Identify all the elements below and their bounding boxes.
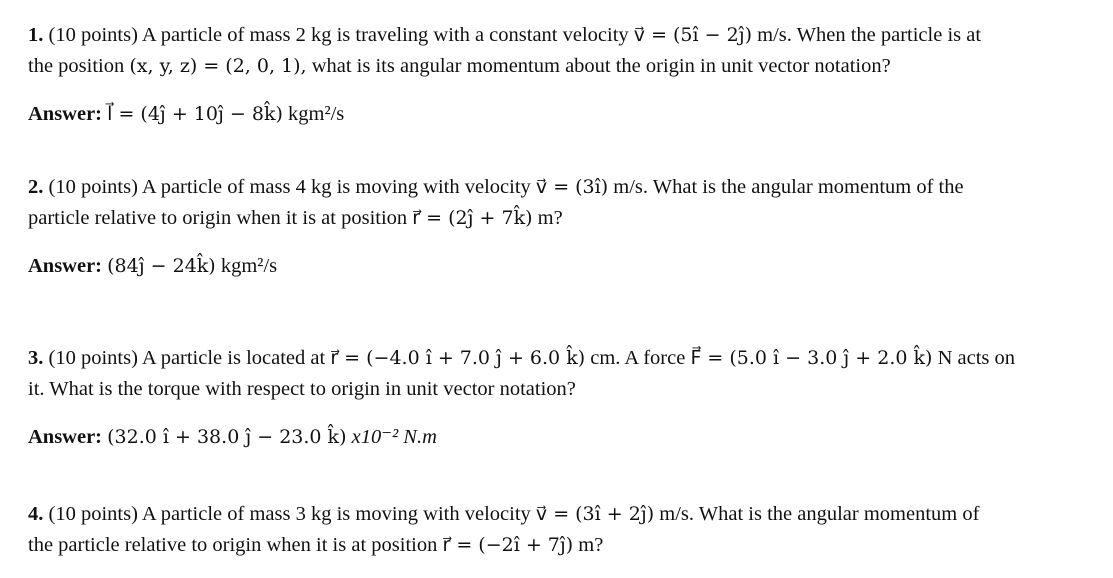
question-text: the particle relative to origin when it is at position [28,534,438,556]
question-text: m/s. When the particle is at [757,24,982,46]
velocity-expression: v⃗ = (3î + 2ĵ) [535,503,655,525]
answer-expression: (32.0 î + 38.0 ĵ − 23.0 k̂) [107,426,347,448]
velocity-expression: v⃗ = (5î − 2ĵ) [633,24,752,46]
question-number: 4. [28,503,44,525]
question-text: m/s. What is the angular momentum of [659,503,980,525]
answer-label: Answer: [28,255,103,277]
question-4-line-2 [28,530,1108,561]
question-text: the position [28,55,125,77]
question-text: m? [578,534,604,556]
velocity-expression: v⃗ = (3î) [535,176,609,198]
question-2 [28,172,1108,282]
position-expression: r⃗ = (2ĵ + 7k̂) [412,207,533,229]
question-text: N acts on [937,347,1016,369]
answer-unit: kgm²/s [220,255,278,277]
question-4 [28,499,1108,561]
question-text: m? [537,207,563,229]
question-text: cm. A force [590,347,686,369]
answer-expression: (84ĵ − 24k̂) [107,255,216,277]
question-1-line-1 [28,20,1108,51]
question-1-line-2 [28,51,1108,82]
position-expression: r⃗ = (−4.0 î + 7.0 ĵ + 6.0 k̂) [330,347,586,369]
question-2-line-2 [28,203,1108,234]
answer-1 [28,99,1108,130]
question-3 [28,343,1108,453]
answer-expression: l⃗ = (4ĵ + 10ĵ − 8k̂) [107,103,283,125]
question-number: 1. [28,24,44,46]
question-text: (10 points) A particle of mass 2 kg is traveling with a constant velocity [48,24,629,46]
question-2-line-1 [28,172,1108,203]
answer-label: Answer: [28,426,103,448]
question-number: 3. [28,347,44,369]
question-1 [28,20,1108,130]
answer-label: Answer: [28,103,103,125]
question-3-line-2 [28,374,1108,405]
force-expression: F⃗ = (5.0 î − 3.0 ĵ + 2.0 k̂) [690,347,933,369]
question-text: it. What is the torque with respect to origin in unit vector notation? [28,378,576,400]
question-4-line-1 [28,499,1108,530]
question-text: (10 points) A particle of mass 4 kg is moving with velocity [48,176,531,198]
question-3-line-1 [28,343,1108,374]
question-text: what is its angular momentum about the origin in unit vector notation? [311,55,891,77]
answer-unit: x10⁻² N.m [351,426,437,448]
answer-unit: kgm²/s [288,103,345,125]
question-text: (10 points) A particle is located at [48,347,326,369]
answer-2 [28,251,1108,282]
question-text: particle relative to origin when it is at position [28,207,408,229]
question-number: 2. [28,176,44,198]
question-text: m/s. What is the angular momentum of the [613,176,964,198]
position-expression: (x, y, z) = (2, 0, 1), [129,55,307,77]
position-expression: r⃗ = (−2î + 7ĵ) [442,534,574,556]
answer-3 [28,422,1108,453]
question-text: (10 points) A particle of mass 3 kg is moving with velocity [48,503,531,525]
